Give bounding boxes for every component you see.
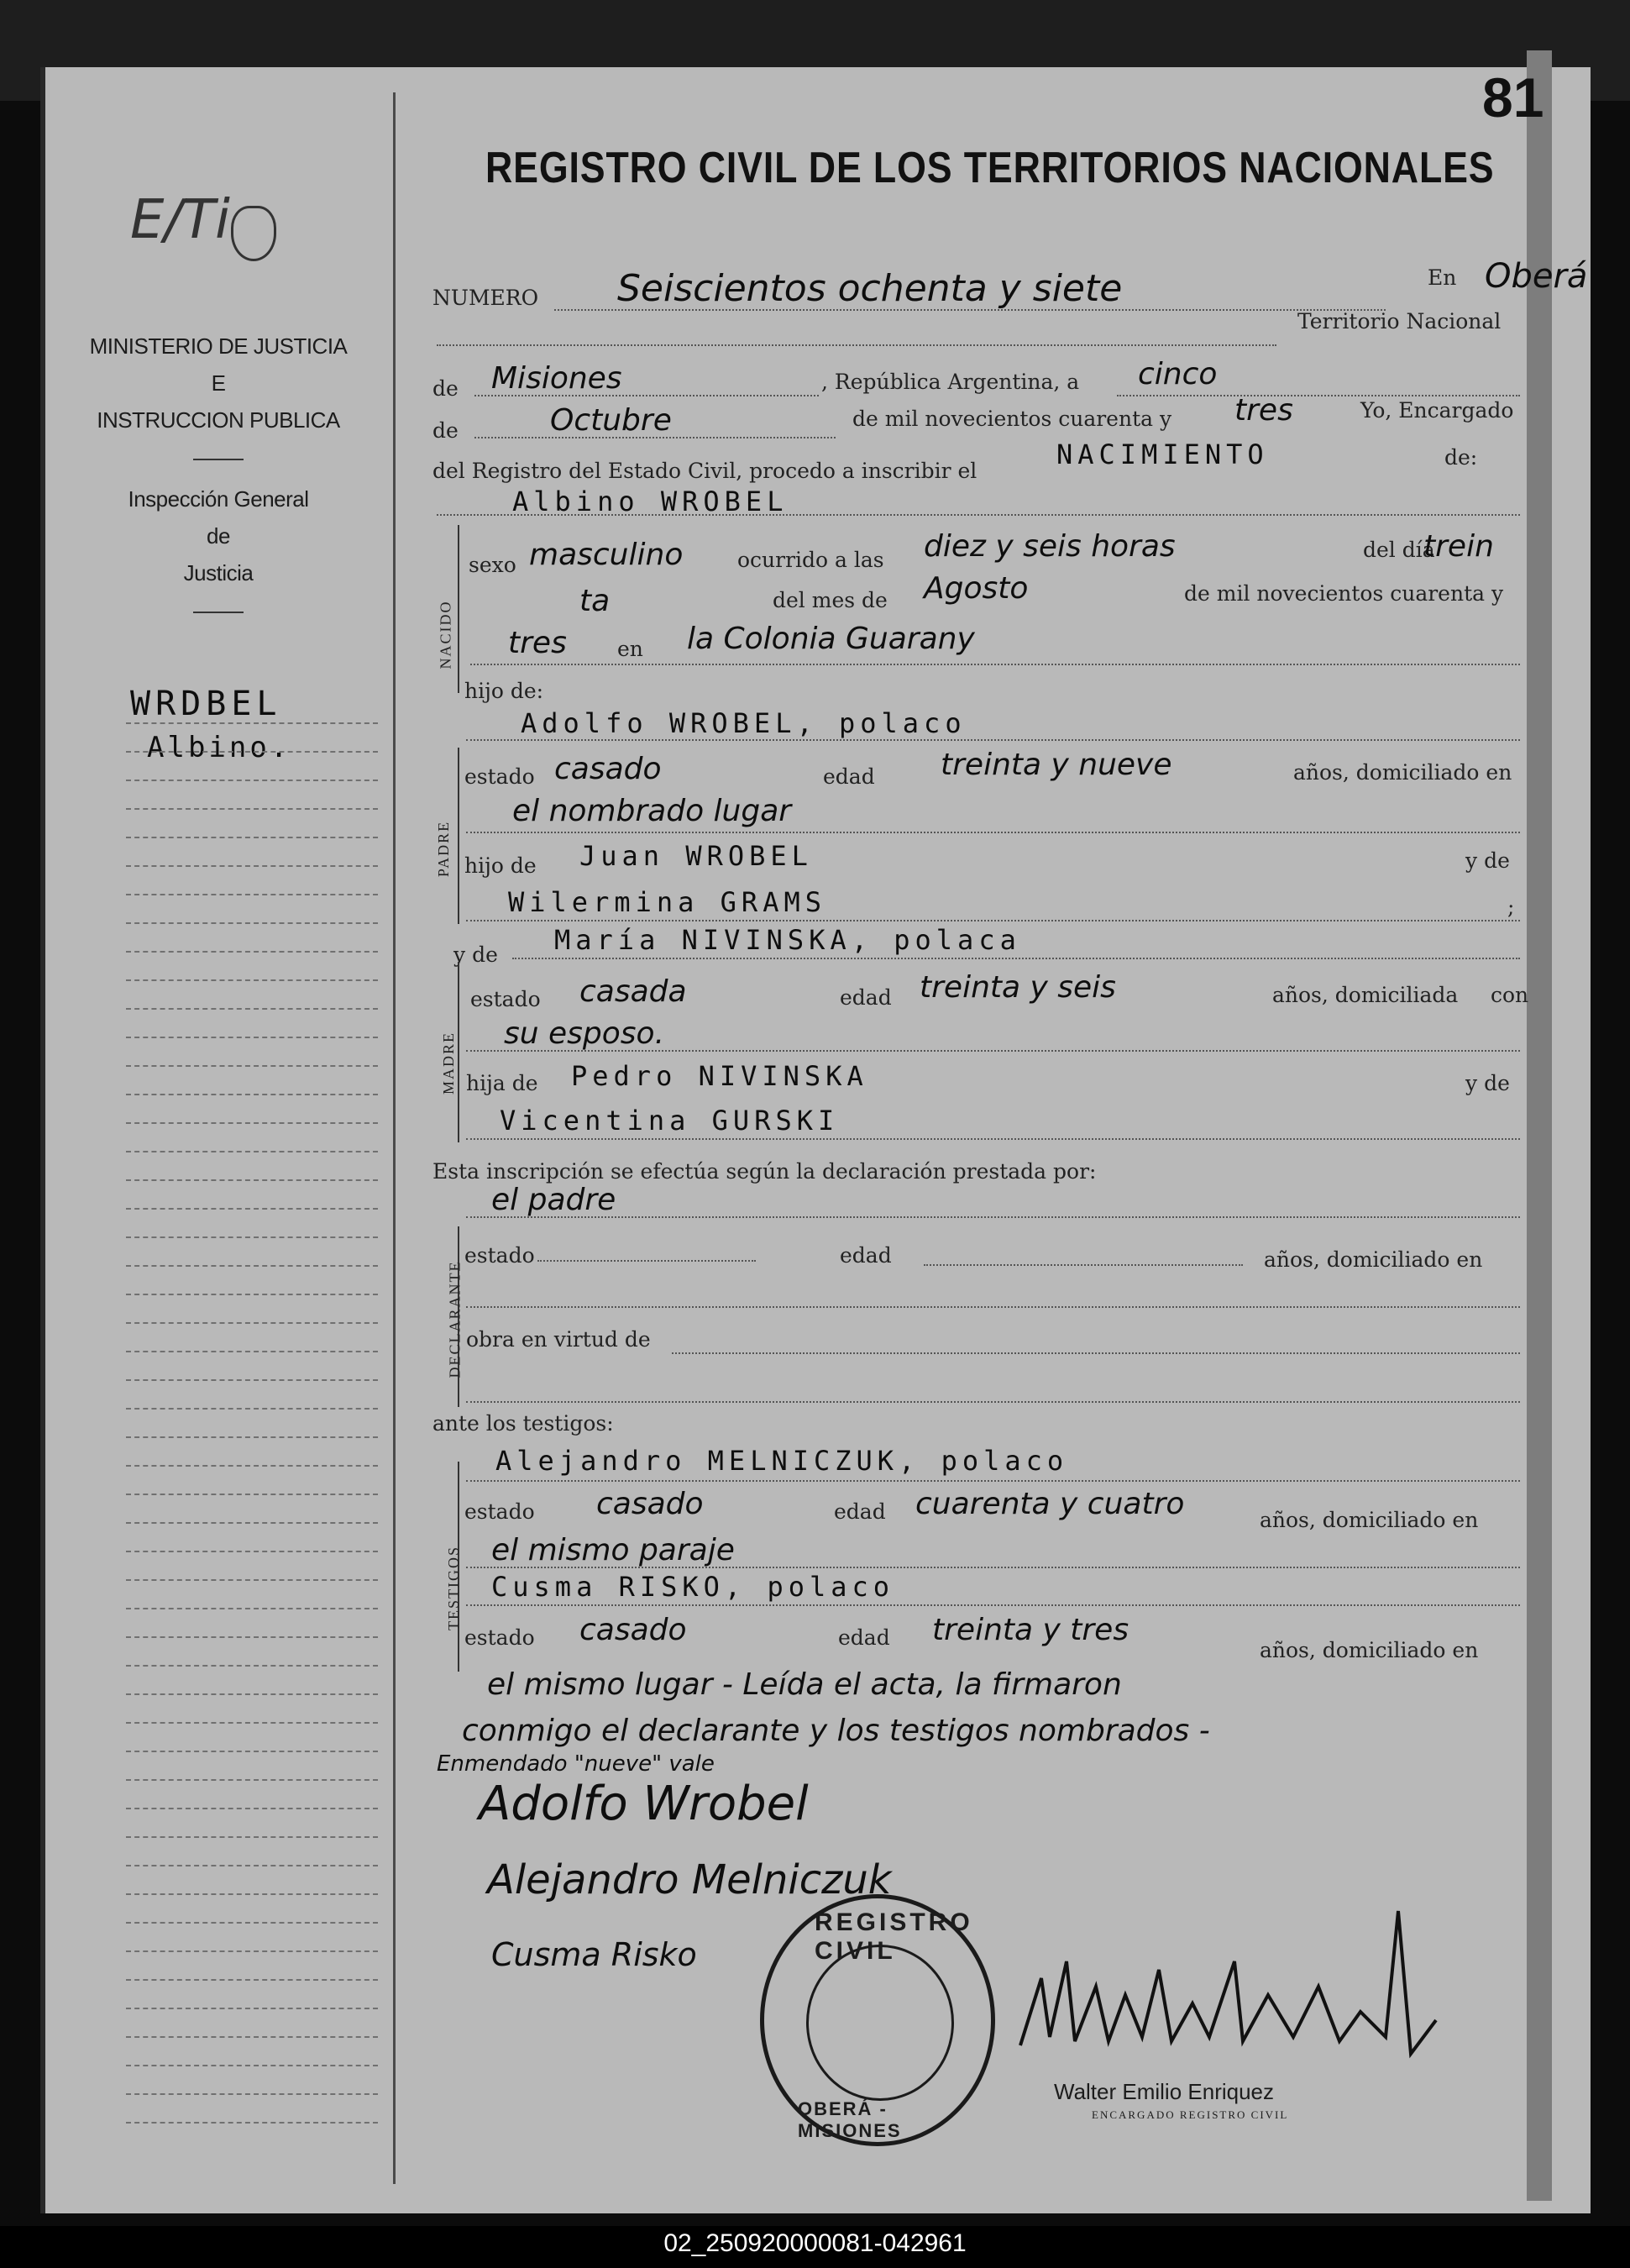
index-rule-line bbox=[126, 1037, 378, 1038]
madre-brace bbox=[458, 962, 468, 1142]
dia-value-2: ta bbox=[579, 584, 611, 618]
mil-text-2: de mil novecientos cuarenta y bbox=[1184, 581, 1504, 606]
coat-of-arms-icon bbox=[231, 206, 276, 261]
index-rule-line bbox=[126, 722, 378, 724]
declaracion-text: Esta inscripción se efectúa según la declaración prestada por: bbox=[432, 1159, 1097, 1184]
de-label-2: de bbox=[432, 418, 459, 443]
madre-estado-value: casada bbox=[579, 974, 687, 1009]
lugar-line bbox=[470, 664, 1520, 665]
index-rule-line bbox=[126, 1808, 378, 1809]
padre-anios-text: años, domiciliado en bbox=[1293, 760, 1512, 785]
en-text: en bbox=[617, 637, 643, 661]
divider bbox=[193, 459, 244, 460]
index-rule-line bbox=[126, 2065, 378, 2066]
index-rule-line bbox=[126, 2036, 378, 2038]
testigo2-edad: treinta y tres bbox=[932, 1613, 1129, 1647]
ministry-line-1: MINISTERIO DE JUSTICIA bbox=[89, 333, 348, 359]
madre-y-de: y de bbox=[1465, 1071, 1510, 1095]
inspection-line-2: de bbox=[207, 523, 230, 549]
acto-value: NACIMIENTO bbox=[1056, 438, 1269, 470]
madre-name: María NIVINSKA, polaca bbox=[554, 924, 1021, 956]
madre-estado-label: estado bbox=[470, 987, 541, 1011]
numero-label: NUMERO bbox=[432, 286, 539, 310]
index-rule-line bbox=[126, 1351, 378, 1352]
officer-name: Walter Emilio Enriquez bbox=[1054, 2079, 1275, 2104]
en-label: En bbox=[1428, 265, 1457, 290]
obra-text: obra en virtud de bbox=[466, 1327, 651, 1352]
declarante-label: DECLARANTE bbox=[446, 1260, 464, 1378]
registro-text: del Registro del Estado Civil, procedo a inscribir el bbox=[432, 459, 977, 483]
testigo2-domicilio: el mismo lugar - Leída el acta, la firmaron bbox=[487, 1667, 1122, 1702]
index-rule-line bbox=[126, 1465, 378, 1467]
nacido-name-line bbox=[437, 514, 1520, 516]
madre-domicilio: su esposo. bbox=[504, 1016, 665, 1051]
mil-text: de mil novecientos cuarenta y bbox=[852, 407, 1172, 431]
testigos-label: TESTIGOS bbox=[445, 1546, 462, 1630]
index-rule-line bbox=[126, 837, 378, 838]
margin-rule bbox=[393, 92, 396, 2184]
padre-domicilio-line bbox=[466, 832, 1520, 833]
padre-edad-value: treinta y nueve bbox=[941, 748, 1172, 782]
madre-father: Pedro NIVINSKA bbox=[571, 1060, 868, 1092]
index-rule-line bbox=[126, 1836, 378, 1838]
declarante-anios-text: años, domiciliado en bbox=[1264, 1247, 1483, 1272]
index-rule-line bbox=[126, 1236, 378, 1238]
index-rule-line bbox=[126, 780, 378, 781]
madre-parents-line bbox=[466, 1138, 1520, 1140]
month-line bbox=[474, 437, 836, 438]
padre-mother: Wilermina GRAMS bbox=[508, 886, 826, 918]
nacido-name: Albino WROBEL bbox=[512, 486, 789, 517]
index-rule-line bbox=[126, 1893, 378, 1895]
de-colon: de: bbox=[1444, 445, 1478, 470]
testigo2-estado-label: estado bbox=[464, 1625, 535, 1650]
padre-father: Juan WROBEL bbox=[579, 840, 813, 872]
nacido-label: NACIDO bbox=[437, 600, 454, 669]
territorio-line bbox=[474, 395, 819, 396]
testigo2-anios: años, domiciliado en bbox=[1260, 1638, 1479, 1662]
testigo2-edad-label: edad bbox=[838, 1625, 890, 1650]
madre-label: MADRE bbox=[440, 1031, 458, 1095]
padre-y-de: y de bbox=[1465, 848, 1510, 873]
margin-note: E/Ti bbox=[130, 189, 230, 251]
inspection-line-3: Justicia bbox=[183, 560, 254, 585]
padre-estado-label: estado bbox=[464, 764, 535, 789]
madre-y-de-label: y de bbox=[453, 942, 498, 967]
hora-value: diez y seis horas bbox=[924, 529, 1176, 564]
index-rule-line bbox=[126, 1922, 378, 1924]
index-rule-line bbox=[126, 951, 378, 953]
declarante-estado-line bbox=[537, 1260, 756, 1262]
declarante-estado-label: estado bbox=[464, 1243, 535, 1268]
index-rule-line bbox=[126, 979, 378, 981]
closing-text: conmigo el declarante y los testigos nombrados - bbox=[462, 1714, 1210, 1748]
hijo-de-label: hijo de: bbox=[464, 679, 544, 703]
madre-anios-text: años, domiciliada bbox=[1272, 983, 1459, 1007]
testigo1-domicilio-line bbox=[466, 1567, 1520, 1568]
testigo1-name-line bbox=[466, 1480, 1520, 1482]
madre-edad-value: treinta y seis bbox=[920, 970, 1116, 1005]
declarante-edad-label: edad bbox=[840, 1243, 892, 1268]
padre-name: Adolfo WROBEL, polaco bbox=[521, 707, 967, 739]
del-mes-text: del mes de bbox=[773, 588, 888, 612]
index-rule-line bbox=[126, 1979, 378, 1981]
testigo1-anios: años, domiciliado en bbox=[1260, 1508, 1479, 1532]
index-rule-line bbox=[126, 1865, 378, 1866]
day-line bbox=[1117, 395, 1520, 396]
testigo1-domicilio: el mismo paraje bbox=[491, 1533, 735, 1567]
signature-witness-1: Alejandro Melniczuk bbox=[487, 1856, 892, 1903]
localidad-line bbox=[437, 344, 1276, 346]
testigo2-name-line bbox=[466, 1604, 1520, 1606]
signature-father: Adolfo Wrobel bbox=[479, 1777, 809, 1831]
obra-line-2 bbox=[466, 1401, 1520, 1403]
declarante-edad-line bbox=[924, 1264, 1243, 1266]
index-rule-line bbox=[126, 1322, 378, 1324]
index-given-name: Albino. bbox=[147, 731, 291, 764]
padre-parents-line bbox=[466, 920, 1520, 921]
territorio-value: Misiones bbox=[491, 361, 622, 396]
en-value: Oberá bbox=[1485, 257, 1588, 296]
testigo1-edad: cuarenta y cuatro bbox=[915, 1487, 1185, 1521]
lugar-value: la Colonia Guarany bbox=[687, 622, 975, 656]
madre-name-line bbox=[512, 958, 1520, 959]
padre-edad-label: edad bbox=[823, 764, 875, 789]
civil-registry-seal bbox=[760, 1894, 995, 2146]
document-title: REGISTRO CIVIL DE LOS TERRITORIOS NACIONALES bbox=[485, 144, 1495, 192]
dia-value-1: trein bbox=[1423, 529, 1494, 564]
madre-hija-de-label: hija de bbox=[466, 1071, 538, 1095]
index-rule-line bbox=[126, 2008, 378, 2009]
territorio-label: Territorio Nacional bbox=[1297, 309, 1502, 333]
declarante-value: el padre bbox=[491, 1183, 616, 1217]
padre-hijo-de-label: hijo de bbox=[464, 853, 537, 878]
index-rule-line bbox=[126, 1408, 378, 1410]
mes-value: Agosto bbox=[924, 571, 1029, 606]
de-label: de bbox=[432, 376, 459, 401]
inspection-line-1: Inspección General bbox=[128, 486, 309, 512]
ministry-line-3: INSTRUCCION PUBLICA bbox=[97, 407, 340, 433]
day-value: cinco bbox=[1138, 357, 1218, 391]
index-surname: WRDBEL bbox=[130, 685, 282, 723]
index-rule-line bbox=[126, 1179, 378, 1181]
madre-con-text: con bbox=[1491, 983, 1529, 1007]
index-rule-line bbox=[126, 1522, 378, 1524]
nacido-brace bbox=[458, 525, 468, 693]
index-rule-line bbox=[126, 922, 378, 924]
seal-top-text: REGISTRO CIVIL bbox=[815, 1908, 973, 1965]
padre-domicilio: el nombrado lugar bbox=[512, 794, 792, 828]
index-rule-line bbox=[126, 1094, 378, 1095]
index-rule-line bbox=[126, 1950, 378, 1952]
index-rule-line bbox=[126, 1722, 378, 1724]
index-rule-line bbox=[126, 1751, 378, 1752]
index-rule-line bbox=[126, 808, 378, 810]
index-rule-line bbox=[126, 1008, 378, 1010]
anio-value: tres bbox=[508, 626, 567, 660]
declarante-domicilio-line bbox=[466, 1306, 1520, 1308]
index-rule-line bbox=[126, 1294, 378, 1295]
seal-coat-of-arms bbox=[806, 1945, 954, 2101]
testigo2-estado: casado bbox=[579, 1613, 687, 1647]
testigo1-estado-label: estado bbox=[464, 1499, 535, 1524]
index-rule-line bbox=[126, 1151, 378, 1152]
ocurrido-text: ocurrido a las bbox=[737, 548, 884, 572]
ante-testigos-text: ante los testigos: bbox=[432, 1411, 614, 1436]
sexo-value: masculino bbox=[529, 538, 684, 572]
semicolon: ; bbox=[1507, 895, 1515, 919]
obra-line bbox=[672, 1352, 1520, 1354]
index-rule-line bbox=[126, 894, 378, 895]
index-rule-line bbox=[126, 1208, 378, 1210]
madre-mother: Vicentina GURSKI bbox=[500, 1105, 840, 1137]
index-rule-line bbox=[126, 1779, 378, 1781]
index-rule-line bbox=[126, 1636, 378, 1638]
yo-text: Yo, Encargado bbox=[1360, 398, 1514, 423]
footer-id: 02_250920000081-042961 bbox=[663, 2229, 967, 2257]
signature-witness-2: Cusma Risko bbox=[491, 1936, 697, 1973]
index-rule-line bbox=[126, 1608, 378, 1609]
madre-domicilio-line bbox=[466, 1050, 1520, 1052]
testigo1-edad-label: edad bbox=[834, 1499, 886, 1524]
index-rule-line bbox=[126, 751, 378, 753]
padre-estado-value: casado bbox=[554, 752, 662, 786]
enmendado-note: Enmendado "nueve" vale bbox=[437, 1751, 715, 1777]
divider bbox=[193, 612, 244, 613]
del-dia-text: del día bbox=[1363, 538, 1435, 562]
numero-value: Seiscientos ochenta y siete bbox=[617, 267, 1123, 310]
officer-role: ENCARGADO REGISTRO CIVIL bbox=[1092, 2108, 1289, 2121]
declarante-line bbox=[466, 1216, 1520, 1218]
ministry-line-2: E bbox=[211, 370, 226, 396]
index-rule-line bbox=[126, 1065, 378, 1067]
testigo1-estado: casado bbox=[596, 1487, 704, 1521]
index-rule-line bbox=[126, 1693, 378, 1695]
index-rule-line bbox=[126, 1379, 378, 1381]
sexo-label: sexo bbox=[469, 553, 516, 577]
page-edge bbox=[1527, 50, 1552, 2201]
seal-bottom-text: OBERÁ - MISIONES bbox=[798, 2098, 902, 2141]
testigo2-name: Cusma RISKO, polaco bbox=[491, 1571, 895, 1603]
year-value: tres bbox=[1234, 393, 1293, 428]
index-rule-line bbox=[126, 1551, 378, 1552]
padre-name-line bbox=[466, 739, 1520, 741]
index-rule-line bbox=[126, 2122, 378, 2124]
index-rule-line bbox=[126, 2093, 378, 2095]
index-rule-line bbox=[126, 865, 378, 867]
index-rule-line bbox=[126, 1494, 378, 1495]
republica-text: , República Argentina, a bbox=[821, 370, 1080, 394]
madre-edad-label: edad bbox=[840, 985, 892, 1010]
ministry-block bbox=[50, 328, 386, 633]
testigo1-name: Alejandro MELNICZUK, polaco bbox=[495, 1445, 1069, 1477]
page-number: 81 bbox=[1482, 66, 1544, 129]
index-rule-line bbox=[126, 1122, 378, 1124]
padre-label: PADRE bbox=[435, 820, 453, 878]
index-rule-line bbox=[126, 1579, 378, 1581]
index-rule-line bbox=[126, 1665, 378, 1667]
index-rule-line bbox=[126, 1436, 378, 1438]
officer-signature bbox=[1016, 1894, 1453, 2079]
month-value: Octubre bbox=[550, 403, 672, 438]
index-rule-line bbox=[126, 1265, 378, 1267]
